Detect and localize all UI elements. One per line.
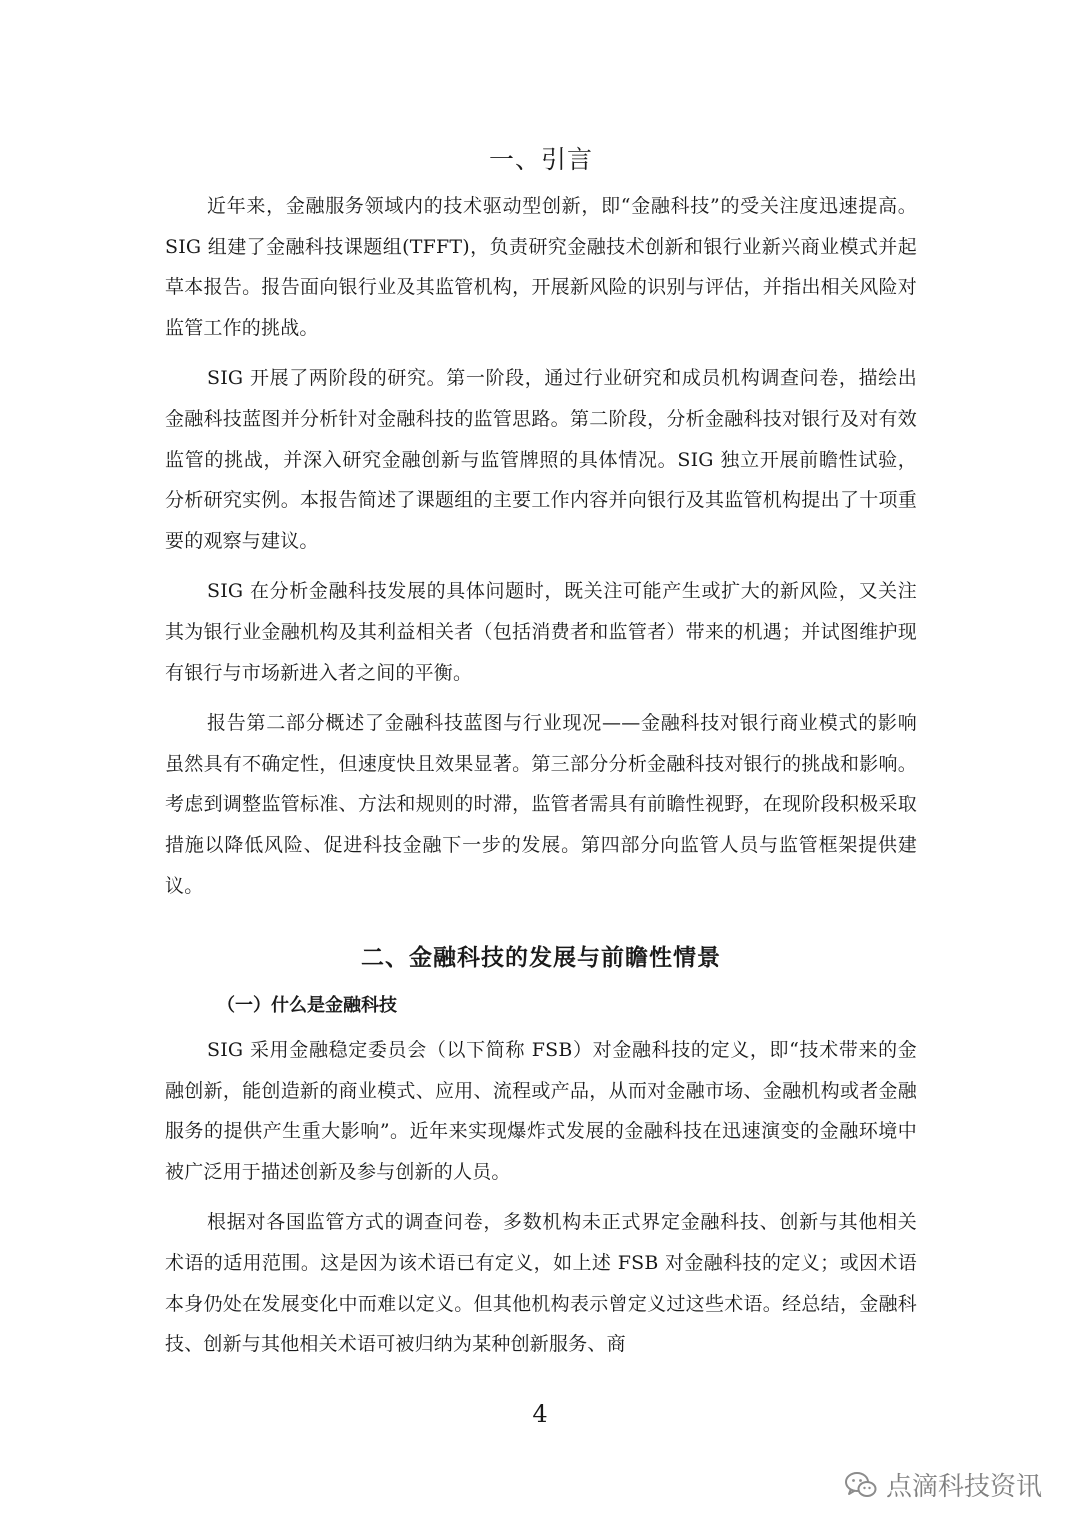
section-1-title: 一、引言 — [488, 145, 593, 174]
watermark-text: 点滴科技资讯 — [885, 1472, 1042, 1502]
section-1-paragraph-2: SIG 开展了两阶段的研究。第一阶段，通过行业研究和成员机构调查问卷，描绘出金融科技蓝图并分析针对金融科技的监管思路。第二阶段，分析金融科技对银行及对有效监管的挑战，并深入研究金融创新与监管牌照的具体情况。SIG 独立开展前瞻性试验，分析研究实例。本报告简述了课题组的主要工作内容并向银行及其监管机构提出了十项重要的观察与建议。 — [165, 367, 917, 552]
section-2-paragraph-2: 根据对各国监管方式的调查问卷，多数机构未正式界定金融科技、创新与其他相关术语的适用范围。这是因为该术语已有定义，如上述 FSB 对金融科技的定义；或因术语本身仍处在发展变化中而难以定义。但其他机构表示曾定义过这些术语。经总结，金融科技、创新与其他相关术语可被归纳为某种创新服务、商 — [165, 1211, 917, 1356]
page-content — [165, 138, 917, 1375]
page-number: 4 — [532, 1400, 548, 1428]
subsection-title: （一）什么是金融科技 — [217, 995, 397, 1017]
section-1-paragraph-4: 报告第二部分概述了金融科技蓝图与行业现况——金融科技对银行商业模式的影响虽然具有不确定性，但速度快且效果显著。第三部分分析金融科技对银行的挑战和影响。考虑到调整监管标准、方法和规则的时滞，监管者需具有前瞻性视野，在现阶段积极采取措施以降低风险、促进科技金融下一步的发展。第四部分向监管人员与监管框架提供建议。 — [165, 712, 917, 897]
section-1-paragraph-3: SIG 在分析金融科技发展的具体问题时，既关注可能产生或扩大的新风险，又关注其为银行业金融机构及其利益相关者（包括消费者和监管者）带来的机遇；并试图维护现有银行与市场新进入者之间的平衡。 — [165, 580, 917, 684]
watermark — [844, 1466, 1042, 1503]
section-2-title: 二、金融科技的发展与前瞻性情景 — [361, 945, 721, 972]
section-2-paragraph-1: SIG 采用金融稳定委员会（以下简称 FSB）对金融科技的定义，即“技术带来的金融创新，能创造新的商业模式、应用、流程或产品，从而对金融市场、金融机构或者金融服务的提供产生重大影响”。近年来实现爆炸式发展的金融科技在迅速演变的金融环境中被广泛用于描述创新及参与创新的人员。 — [165, 1039, 917, 1183]
wechat-icon — [844, 1470, 878, 1500]
section-1-paragraph-1: 近年来，金融服务领域内的技术驱动型创新，即“金融科技”的受关注度迅速提高。SIG 组建了金融科技课题组(TFFT)，负责研究金融技术创新和银行业新兴商业模式并起草本报告。报告面向银行业及其监管机构，开展新风险的识别与评估，并指出相关风险对监管工作的挑战。 — [165, 195, 917, 339]
